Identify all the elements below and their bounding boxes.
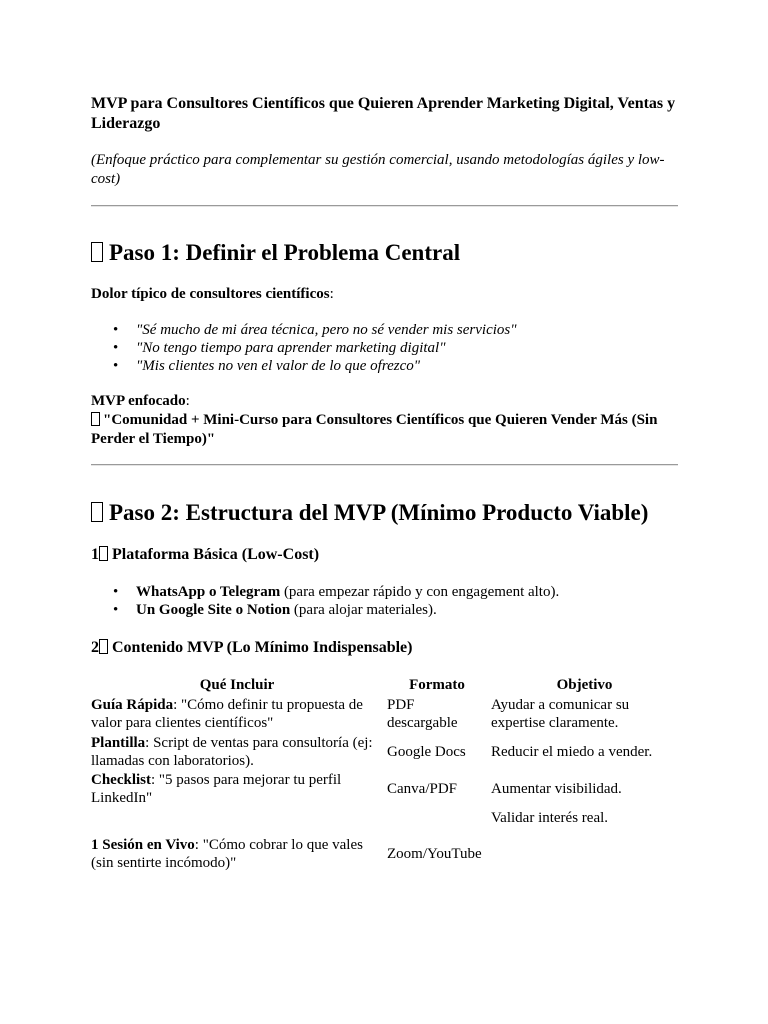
pain-paragraph [91, 285, 678, 304]
table-row-formato: PDF descargable [387, 697, 458, 731]
mvp-label: MVP enfocado [91, 393, 186, 409]
table-header-formato: Formato [409, 677, 465, 693]
platform-item-text: (para alojar materiales). [290, 602, 437, 618]
platform-item-bold: WhatsApp o Telegram [136, 584, 281, 600]
table-row-formato: Canva/PDF [387, 781, 458, 797]
list-item [91, 339, 678, 357]
sub2-heading [91, 638, 678, 658]
pain-label: Dolor típico de consultores científicos [91, 286, 330, 302]
pain-item-text: "Mis clientes no ven el valor de lo que ofrezco" [136, 358, 421, 374]
missing-glyph-icon [91, 412, 100, 426]
sub1-heading-text: Plataforma Básica (Low-Cost) [112, 546, 320, 563]
step2-heading-text: Paso 2: Estructura del MVP (Mínimo Producto Viable) [109, 500, 649, 525]
missing-glyph-icon [91, 242, 103, 262]
mvp-text: "Comunidad + Mini-Curso para Consultores Científicos que Quieren Vender Más (Sin Perder el Tiempo)" [91, 412, 658, 447]
table-header-que-incluir: Qué Incluir [199, 677, 275, 693]
sub2-heading-text: Contenido MVP (Lo Mínimo Indispensable) [112, 639, 413, 656]
platform-item-text: (para empezar rápido y con engagement alto). [280, 584, 560, 600]
sub1-number: 1 [91, 546, 99, 563]
table-row-name [91, 696, 383, 732]
document-subtitle: (Enfoque práctico para complementar su gestión comercial, usando metodologías ágiles y low-cost) [91, 152, 665, 187]
mvp-label-paragraph [91, 392, 678, 411]
sub1-heading [91, 545, 678, 565]
step1-heading [91, 239, 691, 267]
pain-item-text: "Sé mucho de mi área técnica, pero no sé vender mis servicios" [136, 322, 517, 338]
list-item [91, 321, 678, 339]
row-name-rest: : "5 pasos para mejorar tu perfil LinkedIn" [91, 772, 342, 806]
table-header-objetivo: Objetivo [556, 677, 613, 693]
platform-item-bold: Un Google Site o Notion [136, 602, 291, 618]
mvp-text-paragraph [91, 411, 678, 449]
table-row-name [91, 734, 383, 770]
mvp-colon: : [185, 393, 190, 409]
divider [91, 464, 678, 466]
table-row-objetivo: Aumentar visibilidad. [491, 781, 622, 797]
pain-colon: : [329, 286, 334, 302]
table-row-name [91, 771, 383, 807]
sub2-number: 2 [91, 639, 99, 656]
missing-glyph-icon [99, 639, 108, 654]
bullet: • [113, 358, 119, 374]
table-row-formato: Zoom/YouTube [387, 846, 482, 862]
table-row-formato: Google Docs [387, 744, 466, 760]
bullet: • [113, 322, 119, 338]
list-item [91, 601, 678, 619]
table-row-objetivo: Ayudar a comunicar su expertise claramente. [491, 697, 630, 731]
pain-list [91, 321, 678, 375]
row-name-bold: Checklist [91, 772, 151, 788]
document-title: MVP para Consultores Científicos que Quieren Aprender Marketing Digital, Ventas y Liderazgo [91, 95, 676, 132]
bullet: • [113, 584, 119, 600]
step2-heading [91, 499, 691, 527]
row-name-rest: : "Cómo cobrar lo que vales (sin sentirte incómodo)" [91, 837, 363, 871]
pain-item-text: "No tengo tiempo para aprender marketing digital" [136, 340, 446, 356]
list-item [91, 357, 678, 375]
row-name-bold: Guía Rápida [91, 697, 174, 713]
table-row-name [91, 836, 383, 872]
step1-heading-text: Paso 1: Definir el Problema Central [109, 240, 461, 265]
bullet: • [113, 602, 119, 618]
row-name-bold: Plantilla [91, 735, 146, 751]
list-item [91, 583, 678, 601]
row-name-rest: : "Cómo definir tu propuesta de valor para clientes científicos" [91, 697, 363, 731]
divider [91, 205, 678, 207]
table-row-objetivo: Reducir el miedo a vender. [491, 744, 653, 760]
missing-glyph-icon [99, 546, 108, 561]
table-row-objetivo: Validar interés real. [491, 810, 609, 826]
platform-list [91, 583, 678, 619]
missing-glyph-icon [91, 502, 103, 522]
row-name-rest: : Script de ventas para consultoría (ej: llamadas con laboratorios). [91, 735, 373, 769]
bullet: • [113, 340, 119, 356]
row-name-bold: 1 Sesión en Vivo [91, 837, 195, 853]
